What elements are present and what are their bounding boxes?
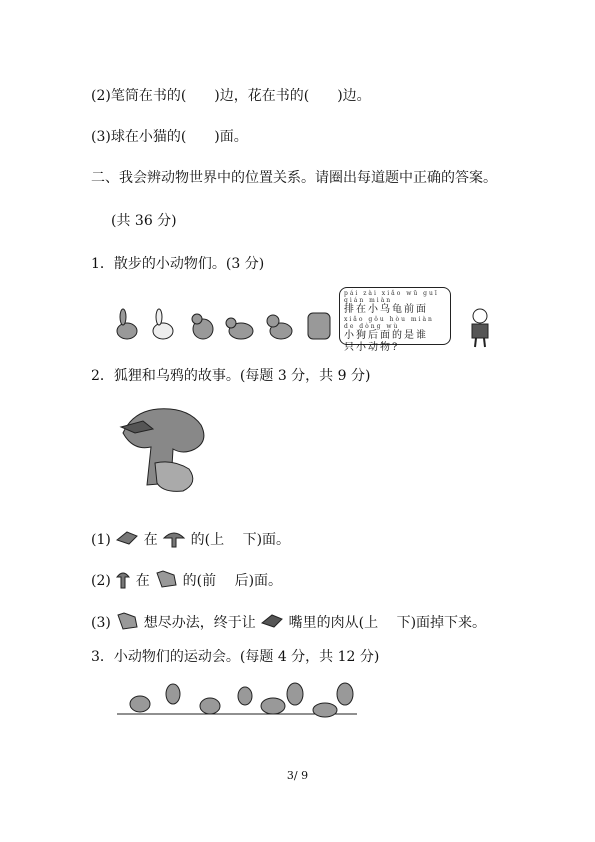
- tree-icon: [162, 528, 186, 548]
- q2-sub3: (3) 想尽办法，终于让 嘴里的肉从(上 下)面掉下来。: [91, 611, 486, 632]
- crow-icon: [115, 528, 139, 548]
- boy-icon: [465, 306, 495, 348]
- crow-icon: [260, 611, 284, 631]
- dog-icon: [226, 318, 253, 339]
- section-score: (共 36 分): [111, 213, 177, 229]
- question-line-3: (3)球在小猫的( )面。: [91, 129, 248, 145]
- fox-crow-tree-picture: [113, 403, 213, 495]
- q3-title: 3．小动物们的运动会。(每题 4 分，共 12 分): [91, 649, 380, 665]
- turtle-icon: [308, 313, 330, 339]
- question-line-2: (2)笔筒在书的( )边，花在书的( )边。: [91, 88, 371, 104]
- q1-title: 1．散步的小动物们。(3 分): [91, 256, 265, 272]
- squirrel-icon: [192, 314, 213, 339]
- cat-icon: [267, 315, 292, 339]
- animal-race-picture: [115, 680, 360, 730]
- fox-icon: [115, 611, 139, 631]
- q2-sub1: (1) 在 的(上 下)面。: [91, 528, 290, 549]
- rabbit-icon: [153, 309, 173, 339]
- section-heading: 二、我会辨动物世界中的位置关系。请圈出每道题中正确的答案。: [91, 170, 497, 186]
- tree-icon: [115, 569, 131, 589]
- page-number: 3/ 9: [286, 769, 309, 782]
- q2-title: 2．狐狸和乌鸦的故事。(每题 3 分，共 9 分): [91, 368, 371, 384]
- speech-bubble: pái zài xiǎo wū guī qián miàn 排在小乌龟前面 xiǎo gǒu hòu miàn de dòng wù 小狗后面的是谁 只小动物?: [339, 287, 451, 345]
- walking-animals-picture: [113, 305, 343, 347]
- fox-icon: [154, 569, 178, 589]
- rabbit-icon: [117, 309, 137, 339]
- q2-sub2: (2) 在 的(前 后)面。: [91, 569, 282, 590]
